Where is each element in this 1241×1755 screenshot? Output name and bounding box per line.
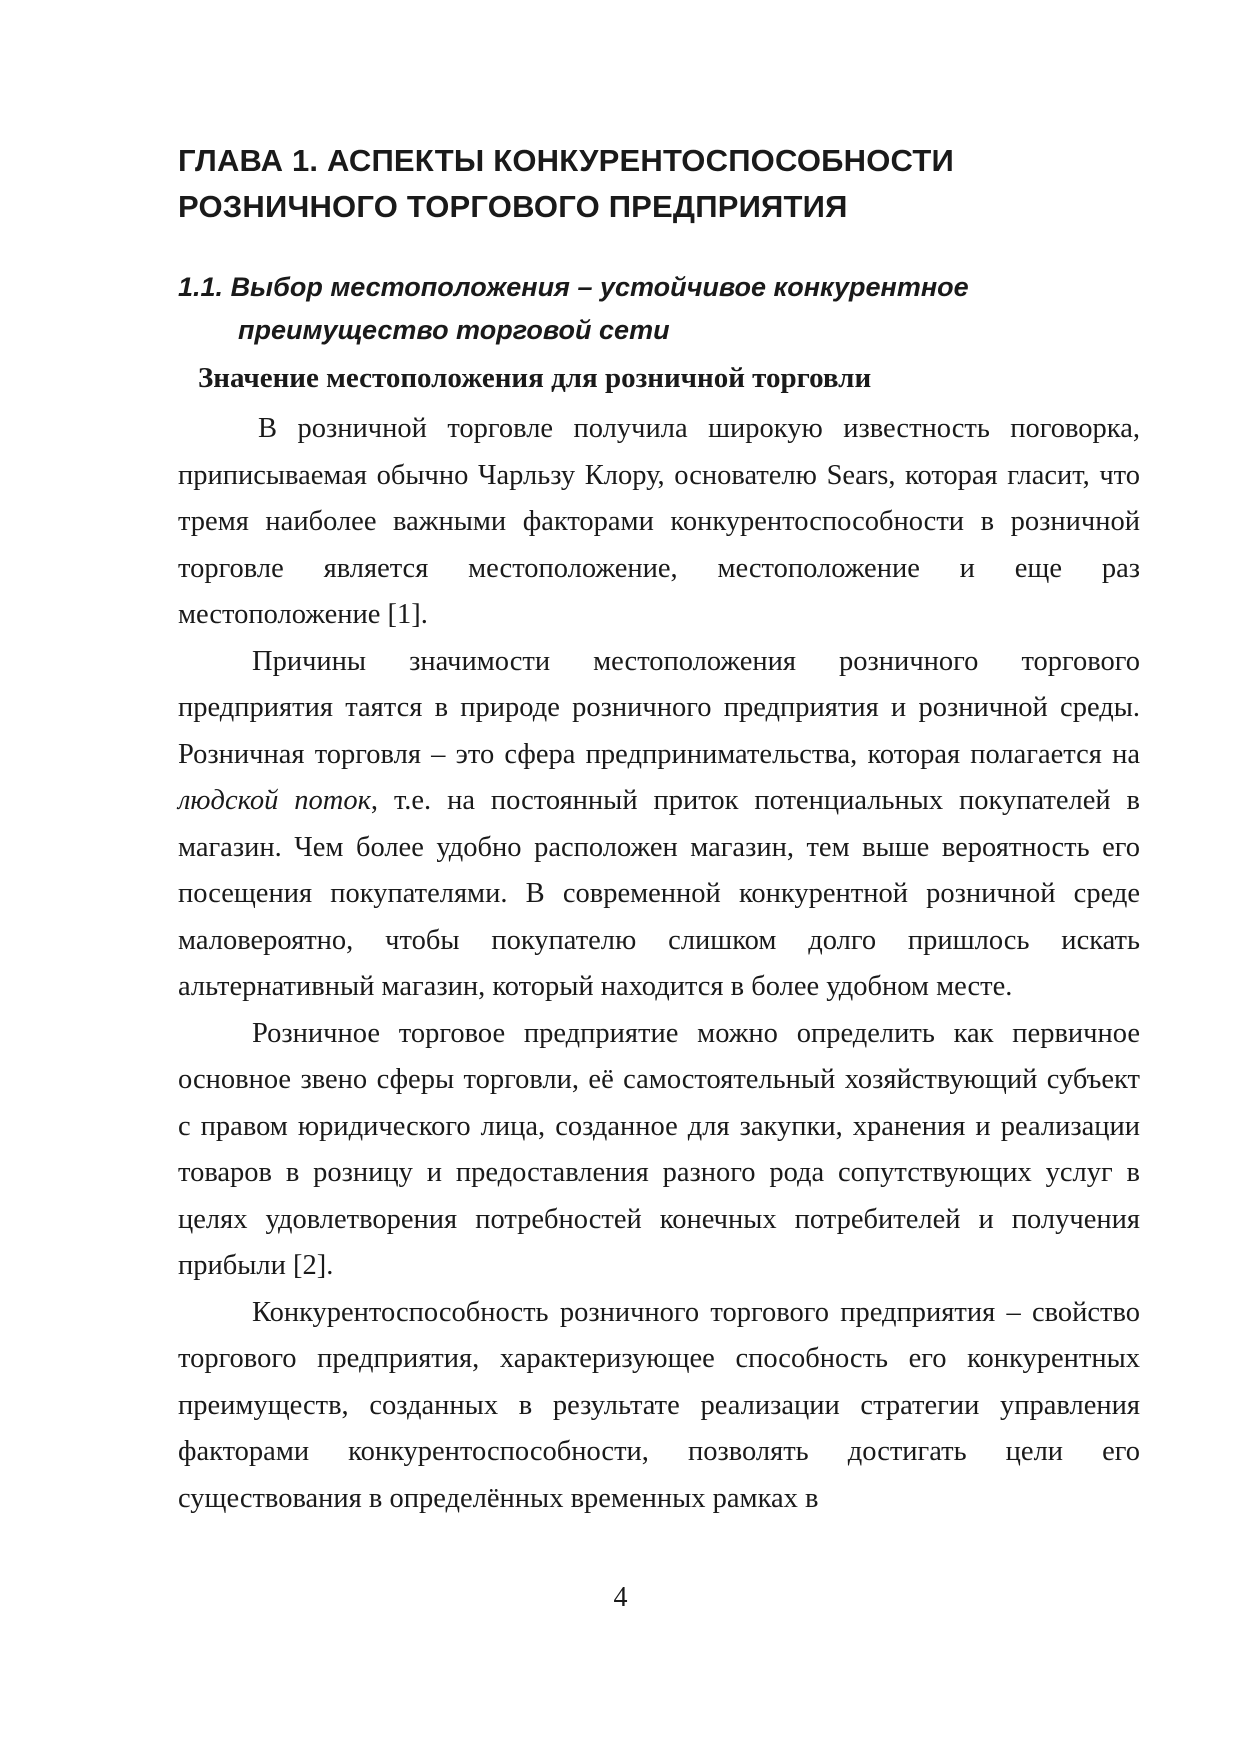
chapter-title-line-1: ГЛАВА 1. АСПЕКТЫ КОНКУРЕНТОСПОСОБНОСТИ xyxy=(178,143,954,178)
body-text xyxy=(178,406,1140,1522)
page-number: 4 xyxy=(613,1582,628,1613)
paragraph-2 xyxy=(178,639,1140,1011)
paragraph-1: В розничной торговле получила широкую известность поговорка, приписываемая обычно Чарльзу Клору, основателю Sears, которая гласит, что тремя наиболее важными факторами конкурентоспособности в розничной торговле является местоположение, местоположение и еще раз местоположение [1]. xyxy=(178,413,1140,630)
section-title-line-1: Выбор местоположения – устойчивое конкурентное xyxy=(230,272,969,302)
subheading: Значение местоположения для розничной торговли xyxy=(198,362,872,394)
paragraph-4: Конкурентоспособность розничного торгового предприятия – свойство торгового предприятия, характеризующее способность его конкурентных преимуществ, созданных в результате реализации стратегии управления факторами конкурентоспособности, позволять достигать цели его существования в определённых временных рамках в xyxy=(178,1296,1140,1514)
section-title-line-2: преимущество торговой сети xyxy=(238,315,670,345)
section-number: 1.1. xyxy=(178,272,224,302)
paragraph-2-part-1: Причины значимости местоположения розничного торгового предприятия таятся в природе розничного предприятия и розничной среды. Розничная торговля – это сфера предпринимательства, которая полагается на xyxy=(178,645,1140,770)
chapter-title xyxy=(178,138,1138,230)
paragraph-2-part-2: , т.е. на постоянный приток потенциальных покупателей в магазин. Чем более удобно расположен магазин, тем выше вероятность его посещения покупателями. В современной конкурентной розничной среде маловероятно, чтобы покупателю слишком долго пришлось искать альтернативный магазин, который находится в более удобном месте. xyxy=(178,785,1140,1002)
paragraph-2-emphasis: людской поток xyxy=(178,785,371,816)
chapter-title-line-2: РОЗНИЧНОГО ТОРГОВОГО ПРЕДПРИЯТИЯ xyxy=(178,189,848,224)
section-title xyxy=(178,266,1138,352)
paragraph-3: Розничное торговое предприятие можно определить как первичное основное звено сферы торговли, её самостоятельный хозяйствующий субъект с правом юридического лица, созданное для закупки, хранения и реализации товаров в розницу и предоставления разного рода сопутствующих услуг в целях удовлетворения потребностей конечных потребителей и получения прибыли [2]. xyxy=(178,1017,1140,1281)
